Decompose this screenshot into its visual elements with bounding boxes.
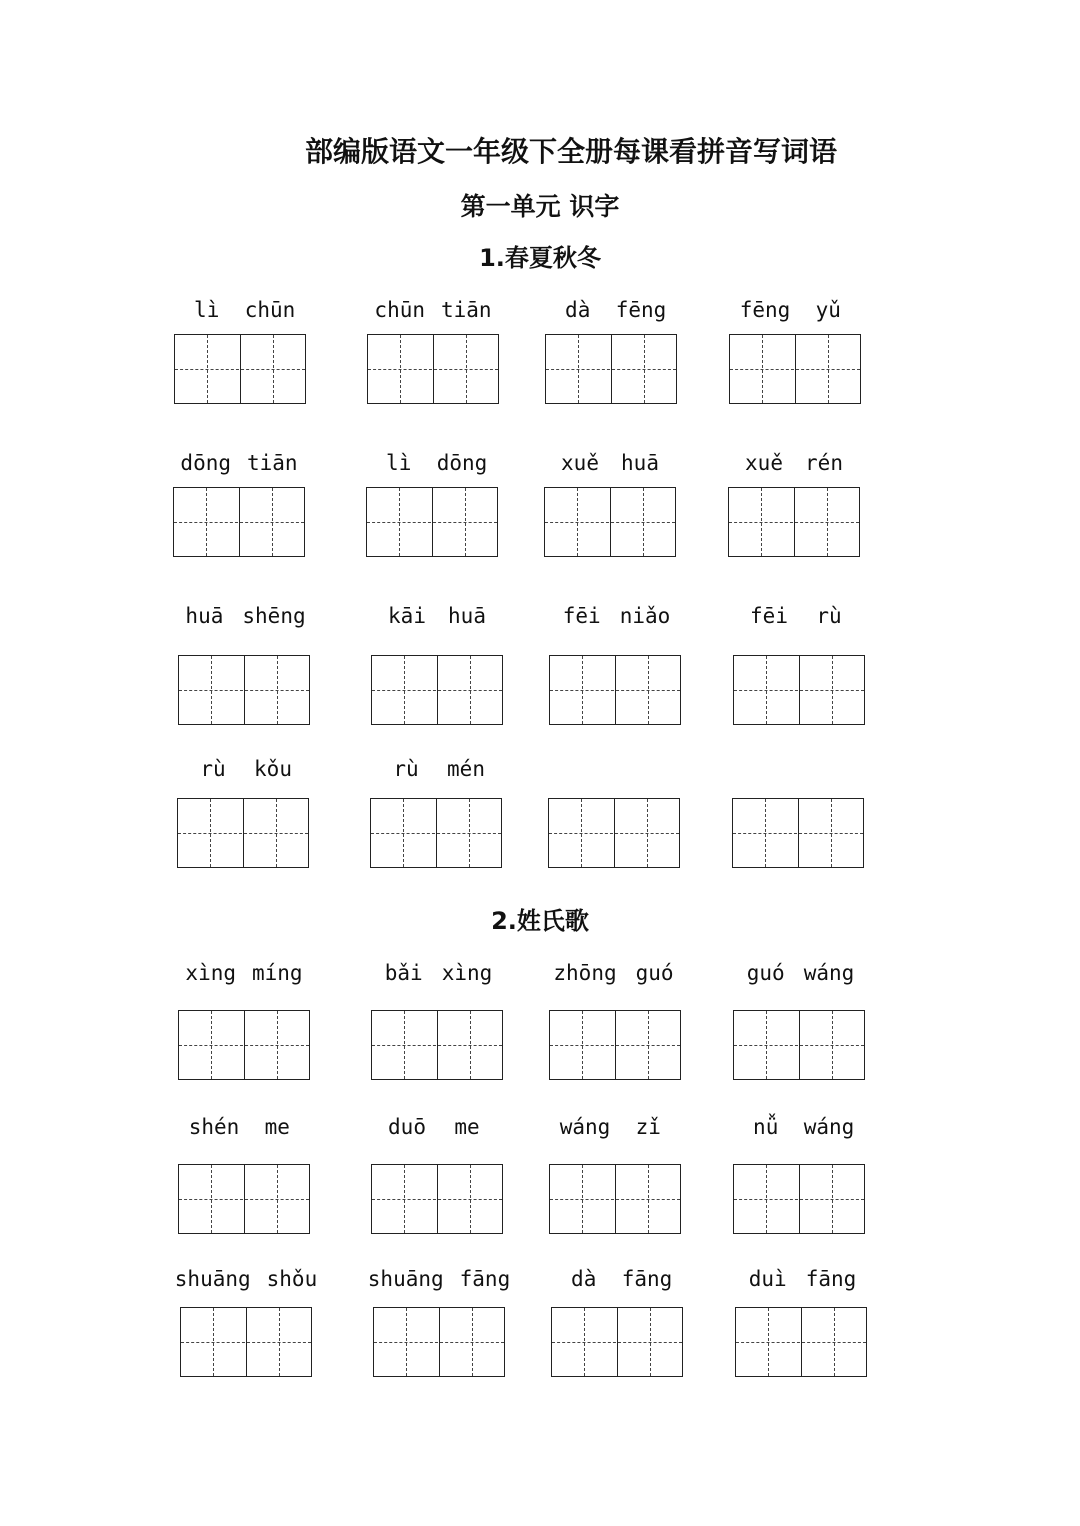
writing-grid[interactable]: [366, 487, 498, 557]
word-item: [178, 601, 310, 721]
pinyin-syllable: dà: [571, 1267, 597, 1291]
pinyin-label: [713, 958, 885, 988]
writing-grid[interactable]: [177, 798, 309, 868]
pinyin-syllable: huā: [621, 451, 659, 475]
pinyin-label: [157, 754, 329, 784]
pinyin-label: [160, 1264, 332, 1294]
pinyin-syllable: rén: [805, 451, 843, 475]
writing-grid[interactable]: [367, 334, 499, 404]
writing-grid[interactable]: [548, 798, 680, 868]
grid-guide-line: [179, 1199, 309, 1200]
pinyin-label: [346, 448, 518, 478]
pinyin-syllable: guó: [746, 961, 785, 985]
pinyin-syllable: shǒu: [266, 1267, 318, 1291]
pinyin-syllable: wáng: [803, 1115, 855, 1139]
pinyin-label: [525, 295, 697, 325]
writing-grid[interactable]: [174, 334, 306, 404]
pinyin-label: [153, 448, 325, 478]
word-item: [174, 295, 306, 415]
pinyin-syllable: guó: [635, 961, 674, 985]
writing-grid[interactable]: [173, 487, 305, 557]
pinyin-label: [347, 295, 519, 325]
grid-guide-line: [372, 1199, 502, 1200]
pinyin-syllable: dōng: [436, 451, 488, 475]
writing-grid[interactable]: [371, 1010, 503, 1080]
grid-guide-line: [374, 1342, 504, 1343]
pinyin-syllable: zǐ: [635, 1115, 661, 1139]
writing-grid[interactable]: [728, 487, 860, 557]
writing-grid[interactable]: [549, 655, 681, 725]
writing-grid[interactable]: [178, 655, 310, 725]
writing-grid[interactable]: [370, 798, 502, 868]
lesson-title: 2.姓氏歌: [491, 907, 589, 935]
writing-grid[interactable]: [371, 655, 503, 725]
pinyin-label: [158, 1112, 330, 1142]
pinyin-syllable: shēng: [242, 604, 306, 628]
word-item: [549, 1112, 681, 1232]
pinyin-label: [713, 601, 885, 631]
grid-guide-line: [178, 833, 308, 834]
word-item: [545, 295, 677, 415]
word-item: [178, 958, 310, 1078]
word-item: [733, 601, 865, 721]
word-item: [735, 1264, 867, 1384]
writing-grid[interactable]: [178, 1010, 310, 1080]
pinyin-syllable: shuāng: [174, 1267, 251, 1291]
pinyin-syllable: wáng: [559, 1115, 611, 1139]
grid-guide-line: [733, 833, 863, 834]
pinyin-syllable: duì: [748, 1267, 787, 1291]
word-item: [544, 448, 676, 568]
pinyin-syllable: chūn: [244, 298, 296, 322]
pinyin-syllable: tiān: [247, 451, 298, 475]
grid-guide-line: [734, 690, 864, 691]
pinyin-syllable: fāng: [621, 1267, 673, 1291]
word-item: [173, 448, 305, 568]
pinyin-syllable: xìng: [441, 961, 493, 985]
word-item: [370, 754, 502, 874]
pinyin-label: [351, 601, 523, 631]
writing-grid[interactable]: [373, 1307, 505, 1377]
grid-guide-line: [550, 690, 680, 691]
pinyin-syllable: bǎi: [384, 961, 423, 985]
pinyin-label: [531, 1264, 703, 1294]
grid-guide-line: [734, 1199, 864, 1200]
grid-guide-line: [175, 369, 305, 370]
pinyin-syllable: xuě: [561, 451, 599, 475]
word-row: [0, 1112, 1080, 1232]
pinyin-syllable: huā: [448, 604, 486, 628]
word-row: [0, 448, 1080, 568]
word-row: [0, 295, 1080, 415]
pinyin-syllable: lì: [194, 298, 220, 322]
pinyin-label: [713, 1112, 885, 1142]
word-item: [371, 958, 503, 1078]
writing-grid[interactable]: [549, 1164, 681, 1234]
pinyin-syllable: huā: [185, 604, 224, 628]
pinyin-label: [529, 1112, 701, 1142]
pinyin-syllable: fāng: [805, 1267, 857, 1291]
pinyin-label: [353, 1264, 525, 1294]
writing-grid[interactable]: [733, 655, 865, 725]
word-item: [549, 601, 681, 721]
grid-guide-line: [549, 833, 679, 834]
word-item: [728, 448, 860, 568]
word-item: [371, 1112, 503, 1232]
pinyin-syllable: shén: [188, 1115, 240, 1139]
pinyin-label: [350, 754, 522, 784]
pinyin-label: [709, 295, 881, 325]
pinyin-label: [154, 295, 326, 325]
pinyin-syllable: xìng: [185, 961, 236, 985]
pinyin-label: [528, 754, 700, 784]
pinyin-syllable: dà: [565, 298, 591, 322]
grid-guide-line: [550, 1045, 680, 1046]
pinyin-syllable: fāng: [459, 1267, 511, 1291]
pinyin-label: [351, 958, 523, 988]
pinyin-syllable: me: [264, 1115, 290, 1139]
writing-grid[interactable]: [180, 1307, 312, 1377]
writing-grid[interactable]: [733, 1164, 865, 1234]
pinyin-syllable: lì: [386, 451, 412, 475]
word-item: [551, 1264, 683, 1384]
word-item: [367, 1264, 511, 1384]
pinyin-syllable: xuě: [745, 451, 783, 475]
word-row: [0, 601, 1080, 721]
pinyin-syllable: chūn: [374, 298, 425, 322]
grid-guide-line: [736, 1342, 866, 1343]
pinyin-label: [351, 1112, 523, 1142]
pinyin-label: [158, 958, 330, 988]
word-item: [733, 1112, 865, 1232]
pinyin-syllable: nǚ: [753, 1115, 779, 1139]
pinyin-label: [529, 601, 701, 631]
writing-grid[interactable]: [733, 1010, 865, 1080]
pinyin-label: [708, 448, 880, 478]
pinyin-label: [529, 958, 701, 988]
grid-guide-line: [729, 522, 859, 523]
word-item: [366, 448, 498, 568]
grid-guide-line: [545, 522, 675, 523]
writing-grid[interactable]: [551, 1307, 683, 1377]
pinyin-syllable: rù: [816, 604, 842, 628]
pinyin-syllable: fēng: [615, 298, 667, 322]
word-row: [0, 1264, 1080, 1384]
grid-guide-line: [734, 1045, 864, 1046]
word-item: [733, 958, 865, 1078]
pinyin-syllable: tiān: [441, 298, 492, 322]
grid-guide-line: [372, 690, 502, 691]
writing-grid[interactable]: [549, 1010, 681, 1080]
pinyin-syllable: duō: [388, 1115, 426, 1139]
pinyin-label: [158, 601, 330, 631]
grid-guide-line: [372, 1045, 502, 1046]
grid-guide-line: [730, 369, 860, 370]
grid-guide-line: [546, 369, 676, 370]
writing-grid[interactable]: [729, 334, 861, 404]
word-item: [177, 754, 309, 874]
pinyin-label: [524, 448, 696, 478]
pinyin-syllable: rù: [200, 757, 226, 781]
word-item: [732, 754, 864, 874]
writing-grid[interactable]: [732, 798, 864, 868]
pinyin-syllable: fēng: [739, 298, 791, 322]
word-item: [371, 601, 503, 721]
writing-grid[interactable]: [371, 1164, 503, 1234]
grid-guide-line: [550, 1199, 680, 1200]
unit-title: 第一单元 识字: [460, 192, 620, 221]
word-row: [0, 958, 1080, 1078]
writing-grid[interactable]: [545, 334, 677, 404]
pinyin-syllable: míng: [252, 961, 303, 985]
writing-grid[interactable]: [544, 487, 676, 557]
grid-guide-line: [552, 1342, 682, 1343]
pinyin-syllable: mén: [447, 757, 485, 781]
pinyin-syllable: niǎo: [619, 604, 671, 628]
grid-guide-line: [179, 1045, 309, 1046]
word-row: [0, 754, 1080, 874]
grid-guide-line: [174, 522, 304, 523]
word-item: [548, 754, 680, 874]
pinyin-label: [712, 754, 884, 784]
pinyin-syllable: rù: [393, 757, 419, 781]
pinyin-syllable: yǔ: [815, 298, 841, 322]
writing-grid[interactable]: [178, 1164, 310, 1234]
grid-guide-line: [371, 833, 501, 834]
word-item: [729, 295, 861, 415]
grid-guide-line: [179, 690, 309, 691]
word-item: [367, 295, 499, 415]
document-title: 部编版语文一年级下全册每课看拼音写词语: [304, 135, 837, 168]
pinyin-syllable: fēi: [562, 604, 601, 628]
pinyin-syllable: shuāng: [367, 1267, 444, 1291]
pinyin-syllable: wáng: [803, 961, 855, 985]
pinyin-label: [715, 1264, 887, 1294]
pinyin-syllable: fēi: [750, 604, 788, 628]
writing-grid[interactable]: [735, 1307, 867, 1377]
grid-guide-line: [181, 1342, 311, 1343]
pinyin-syllable: kǒu: [254, 757, 292, 781]
word-item: [549, 958, 681, 1078]
pinyin-syllable: zhōng: [553, 961, 617, 985]
grid-guide-line: [367, 522, 497, 523]
word-item: [178, 1112, 310, 1232]
pinyin-syllable: kāi: [388, 604, 426, 628]
pinyin-syllable: dōng: [180, 451, 231, 475]
word-item: [174, 1264, 318, 1384]
lesson-title: 1.春夏秋冬: [479, 244, 601, 272]
pinyin-syllable: me: [454, 1115, 480, 1139]
grid-guide-line: [368, 369, 498, 370]
